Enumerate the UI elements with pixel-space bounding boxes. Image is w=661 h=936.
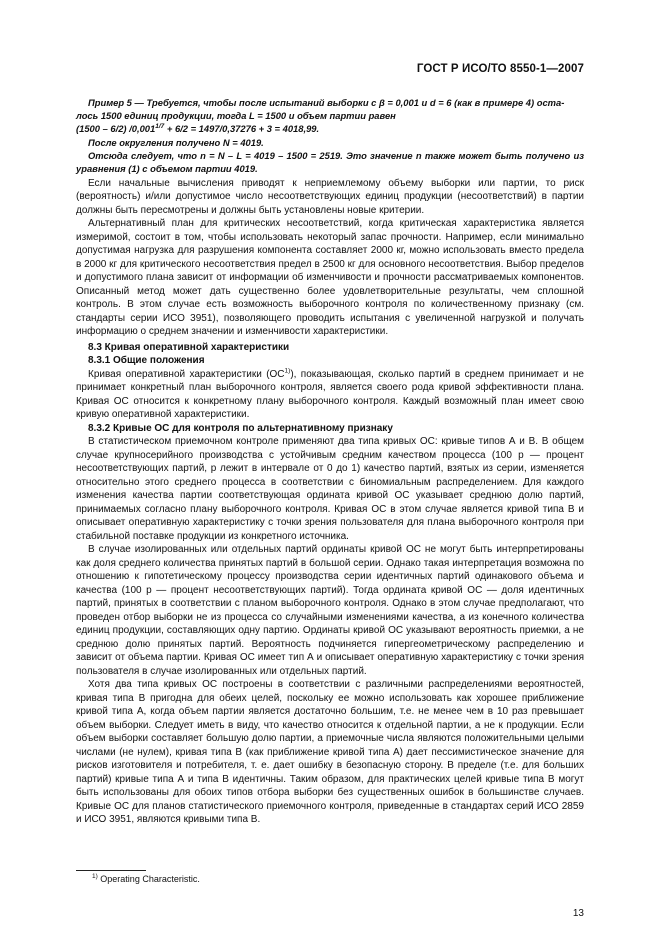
section-8-3-2-title: 8.3.2 Кривые ОС для контроля по альтернативному признаку	[88, 422, 393, 434]
section-8-3-2-p3: Хотя два типа кривых ОС построены в соответствии с различными распределениями вероятностей, кривая типа В пригодна для обеих целей, поскольку ее можно использовать как хорошее приближение кривой типа А, когда объем партии является достаточно большим, т.е. не менее чем в 10 раз превышает объем выборки. Следует иметь в виду, что качество относится к отдельной партии, а не к продукции. Если объем выборки составляет большую долю партии, а приемочные числа являются положительными целыми числами (не нулем), кривая типа В (как приближение кривой типа А) дает пессимистическое значение для рисков изготовителя и потребителя, т. е. дает ошибку в безопасную сторону. В пределе (т.е. для больших партий) кривые типа А и типа В идентичны. Таким образом, для практических целей кривые типа В могут быть использованы для обоих типов отбора выборки без существенных ошибок в большинстве случаев. Кривые ОС для планов статистического приемочного контроля, приведенные в стандартах серий ИСО 2859 и ИСО 3951, являются кривыми типа В.	[76, 679, 584, 825]
page-number: 13	[572, 908, 584, 919]
formula-exponent: 1/7	[155, 122, 165, 130]
example-5-conclusion: Отсюда следует, что n = N – L = 4019 – 1500 = 2519. Это значение n также может быть получено из уравнения (1) с объемом партии 4019.	[76, 149, 584, 174]
section-8-3-2-p1: В статистическом приемочном контроле применяют два типа кривых ОС: кривые типов А и В. В общем случае крупносерийного производства с устойчивым средним качеством процесса (100 p — процент несоответствующих партий, p лежит в интервале от 0 до 1) качество партий, взятых из серии, изменяется относительно этого среднего процесса в соответствии с биномиальным распределением. Для каждого изменения качества партии соответствующая ордината кривой ОС указывает среднюю долю партий, принимаемых согласно плану выборочного контроля. Кривая ОС в этом случае является кривой типа В и описывает оперативную характеристику с точки зрения пользователя для плана выборочного контроля при стабильной поставке продукции из конкретного источника.	[76, 436, 584, 542]
oc-text-start: Кривая оперативной характеристики (ОС	[88, 368, 285, 380]
example-5-line2: лось 1500 единиц продукции, тогда L = 1500 и объем партии равен	[76, 110, 396, 121]
paragraph-alternative-plan: Альтернативный план для критических несоответствий, когда критическая характеристика является измеримой, состоит в том, чтобы использовать некоторый запас прочности. Например, если минимально допустимая нагрузка для разрушения компонента составляет 2000 кг, можно использовать вместо предела в 2000 кг для критического несоответствия предел в 2500 кг для основного несоответствия. Выбор пределов и допустимого плана зависит от информации об изменчивости и прочности рассматриваемых компонентов. Описанный метод может дать существенно более удовлетворительные результаты, чем сплошной контроль. В этом случае есть возможность выборочного контроля по количественному признаку (см. стандарты серии ИСО 3951), позволяющего проводить испытания с увеличенной нагрузкой и получать информацию о среднем значении и изменчивости характеристики.	[76, 218, 584, 337]
page-content	[76, 96, 584, 827]
document-header: ГОСТ Р ИСО/ТО 8550-1—2007	[416, 63, 584, 75]
footnote-text: Operating Characteristic.	[100, 874, 200, 884]
formula-main: (1500 – 6/2) /0,001	[76, 123, 156, 134]
section-8-3-2-p2: В случае изолированных или отдельных партий ординаты кривой ОС не могут быть интерпретированы как доля среднего количества принятых партий в большой серии. Однако такая интерпретация возможна по отношению к гипотетическому процессу производства серии идентичных партий одинакового объема и качества (100 p — процент несоответствующих партий). Тогда ордината кривой ОС — доля идентичных партий, принятых в соответствии с планом выборочного контроля. Однако в этом случае предполагают, что проведен отбор выборки не из процесса со случайными изменениями качества, а из конечного количества единиц продукции, составляющих одну партию. Ординаты кривой ОС указывают вероятность приемки, а не среднюю долю принятых партий. Вероятность подчиняется гипергеометрическому распределению и зависит от объема партии. Кривая ОС имеет тип А и описывает оперативную характеристику с точки зрения пользователя в случае изолированных или отдельных партий.	[76, 544, 584, 677]
example-5-formula	[76, 122, 584, 136]
oc-text-end: ), показывающая, сколько партий в среднем принимает и не принимает конкретный план выборочного контроля, является своего рода кривой эффективности плана. Кривая ОС относится к конкретному плану выборочного контроля. Каждый возможный план имеет свою кривую оперативной характеристики.	[76, 368, 584, 420]
section-8-3-1-title: 8.3.1 Общие положения	[88, 355, 205, 366]
formula-tail: + 6/2 = 1497/0,37276 + 3 = 4018,99.	[164, 123, 320, 134]
footnote-ref: 1)	[284, 367, 291, 375]
paragraph-criteria: Если начальные вычисления приводят к неприемлемому объему выборки или партии, то риск (вероятность) и/или допустимое число несоответствующих единиц продукции (несоответствий) в партии должны быть пересмотрены и должны быть установлены новые критерии.	[76, 177, 584, 216]
example-5-rounding: После округления получено N = 4019.	[88, 136, 264, 148]
footnote	[92, 874, 200, 884]
footnote-mark: 1)	[92, 873, 98, 880]
section-8-3-title: 8.3 Кривая оперативной характеристики	[88, 341, 290, 353]
section-8-3-1-text	[76, 368, 584, 422]
footnote-divider	[76, 870, 146, 871]
example-5-line1: Пример 5 — Требуется, чтобы после испытаний выборки с β = 0,001 и d = 6 (как в примере 4) оста-	[88, 97, 565, 108]
